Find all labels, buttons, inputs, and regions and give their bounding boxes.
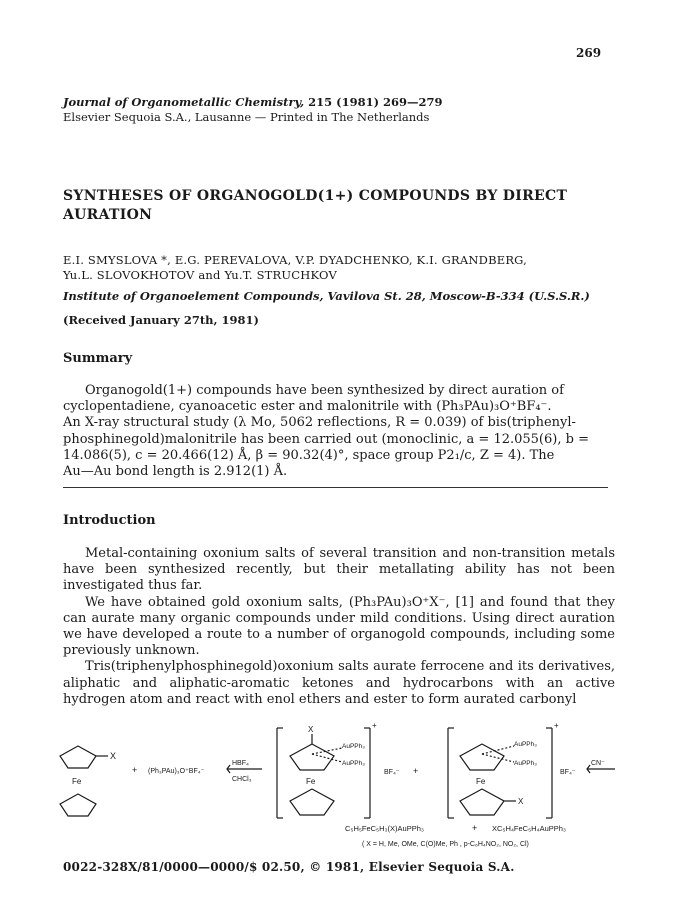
article-title [63,187,567,225]
substituent-definitions: ( X = H, Me, OMe, C(O)Me, Ph , p-C₆H₄NO₂, NO₂, Cl) [362,841,529,848]
page-number: 269 [576,46,602,60]
summary-body [63,383,615,480]
substituent-x-label: X [110,751,117,761]
journal-name: Journal of Organometallic Chemistry, [63,95,305,109]
product-heteroannular: XC₅H₄FeC₅H₄AuPPh₃ [492,824,566,833]
reaction-scheme [40,718,640,858]
summary-line: An X-ray structural study (λ Mo, 5062 reflections, R = 0.039) of bis(triphenyl- [63,415,576,431]
summary-line: 14.086(5), c = 20.466(12) Å, β = 90.32(4)°, space group P2₁/c, Z = 4). The [63,447,555,463]
institute-affiliation: Institute of Organoelement Compounds, Vavilova St. 28, Moscow-B-334 (U.S.S.R.) [63,289,590,303]
title-line-1: SYNTHESES OF ORGANOGOLD(1+) COMPOUNDS BY DIRECT [63,188,568,204]
cyclopentadienyl-ring-top [60,746,96,768]
substituent-x-label: X [518,797,524,806]
iron-label: Fe [72,777,82,786]
gold-oxonium-reagent: (Ph₃PAu)₃O⁺BF₄⁻ [148,768,205,775]
publisher-line: Elsevier Sequoia S.A., Lausanne — Printed in The Netherlands [63,110,430,124]
protonated-ring-bottom [290,789,334,815]
authors-line-2: Yu.L. SLOVOKHOTOV and Yu.T. STRUCHKOV [63,268,337,282]
substituent-x-label: X [308,725,314,734]
cation-charge: + [372,721,377,730]
cyclopentadienyl-ring-bottom [60,794,96,816]
introduction-heading: Introduction [63,513,156,528]
plus-sign: + [472,823,478,833]
summary-line: phosphinegold)malonitrile has been carried out (monoclinic, a = 12.055(6), b = [63,431,589,447]
gold-phosphine-label: AuPPh₃ [342,760,365,767]
protonated-ring-top [290,744,334,770]
intro-paragraph: Metal-containing oxonium salts of several transition and non-transition metals have been synthesized recently, but their metallating ability has not been investigated thus far. [63,546,615,594]
summary-line: Au—Au bond length is 2.912(1) Å. [63,464,288,480]
title-line-2: AURATION [63,207,153,223]
gold-phosphine-label: AuPPh₃ [342,743,365,750]
journal-volume: 215 (1981) 269—279 [308,95,443,109]
substituted-ring-bottom [460,789,504,815]
summary-line: cyclopentadiene, cyanoacetic ester and malonitrile with (Ph₃PAu)₃O⁺BF₄⁻. [63,399,552,415]
gold-phosphine-label: AuPPh₃ [514,741,537,748]
tetrafluoroborate-anion: BF₄⁻ [384,769,400,776]
product-monoaurated: C₅H₅FeC₅H₃(X)AuPPh₃ [345,824,424,833]
substituted-ring-top [460,744,504,770]
arrow-reagent-cyanide: CN⁻ [591,760,605,767]
authors-line-1: E.I. SMYSLOVA *, E.G. PEREVALOVA, V.P. DYADCHENKO, K.I. GRANDBERG, [63,253,528,267]
intro-paragraph: Tris(triphenylphosphinegold)oxonium salts aurate ferrocene and its derivatives, aliphatic and aliphatic-aromatic ketones and hydrocarbons with an active hydrogen atom and react with enol ethers and ester to form aurated carbonyl [63,659,615,707]
iron-label: Fe [476,777,486,786]
arrow-solvent-chcl3: CHCl₃ [232,776,252,783]
tetrafluoroborate-anion: BF₄⁻ [560,769,576,776]
author-list [63,253,527,283]
copyright-footer: 0022-328X/81/0000—0000/$ 02.50, © 1981, Elsevier Sequoia S.A. [63,860,515,874]
intro-paragraph: We have obtained gold oxonium salts, (Ph₃PAu)₃O⁺X⁻, [1] and found that they can aurate many organic compounds under mild conditions. Using direct auration we have developed a route to a number of organogold compounds, including some previously unknown. [63,594,615,659]
plus-sign: + [132,765,138,775]
summary-heading: Summary [63,351,133,366]
plus-sign: + [413,766,419,776]
cation-charge: + [554,721,559,730]
journal-citation [63,95,443,110]
iron-label: Fe [306,777,316,786]
introduction-body [63,546,615,708]
summary-line: Organogold(1+) compounds have been synthesized by direct auration of [85,383,564,398]
gold-phosphine-label: AuPPh₃ [514,760,537,767]
journal-header [63,95,443,125]
received-date: (Received January 27th, 1981) [63,313,259,327]
arrow-reagent-hbf4: HBF₄ [232,760,249,767]
section-divider [63,487,608,488]
